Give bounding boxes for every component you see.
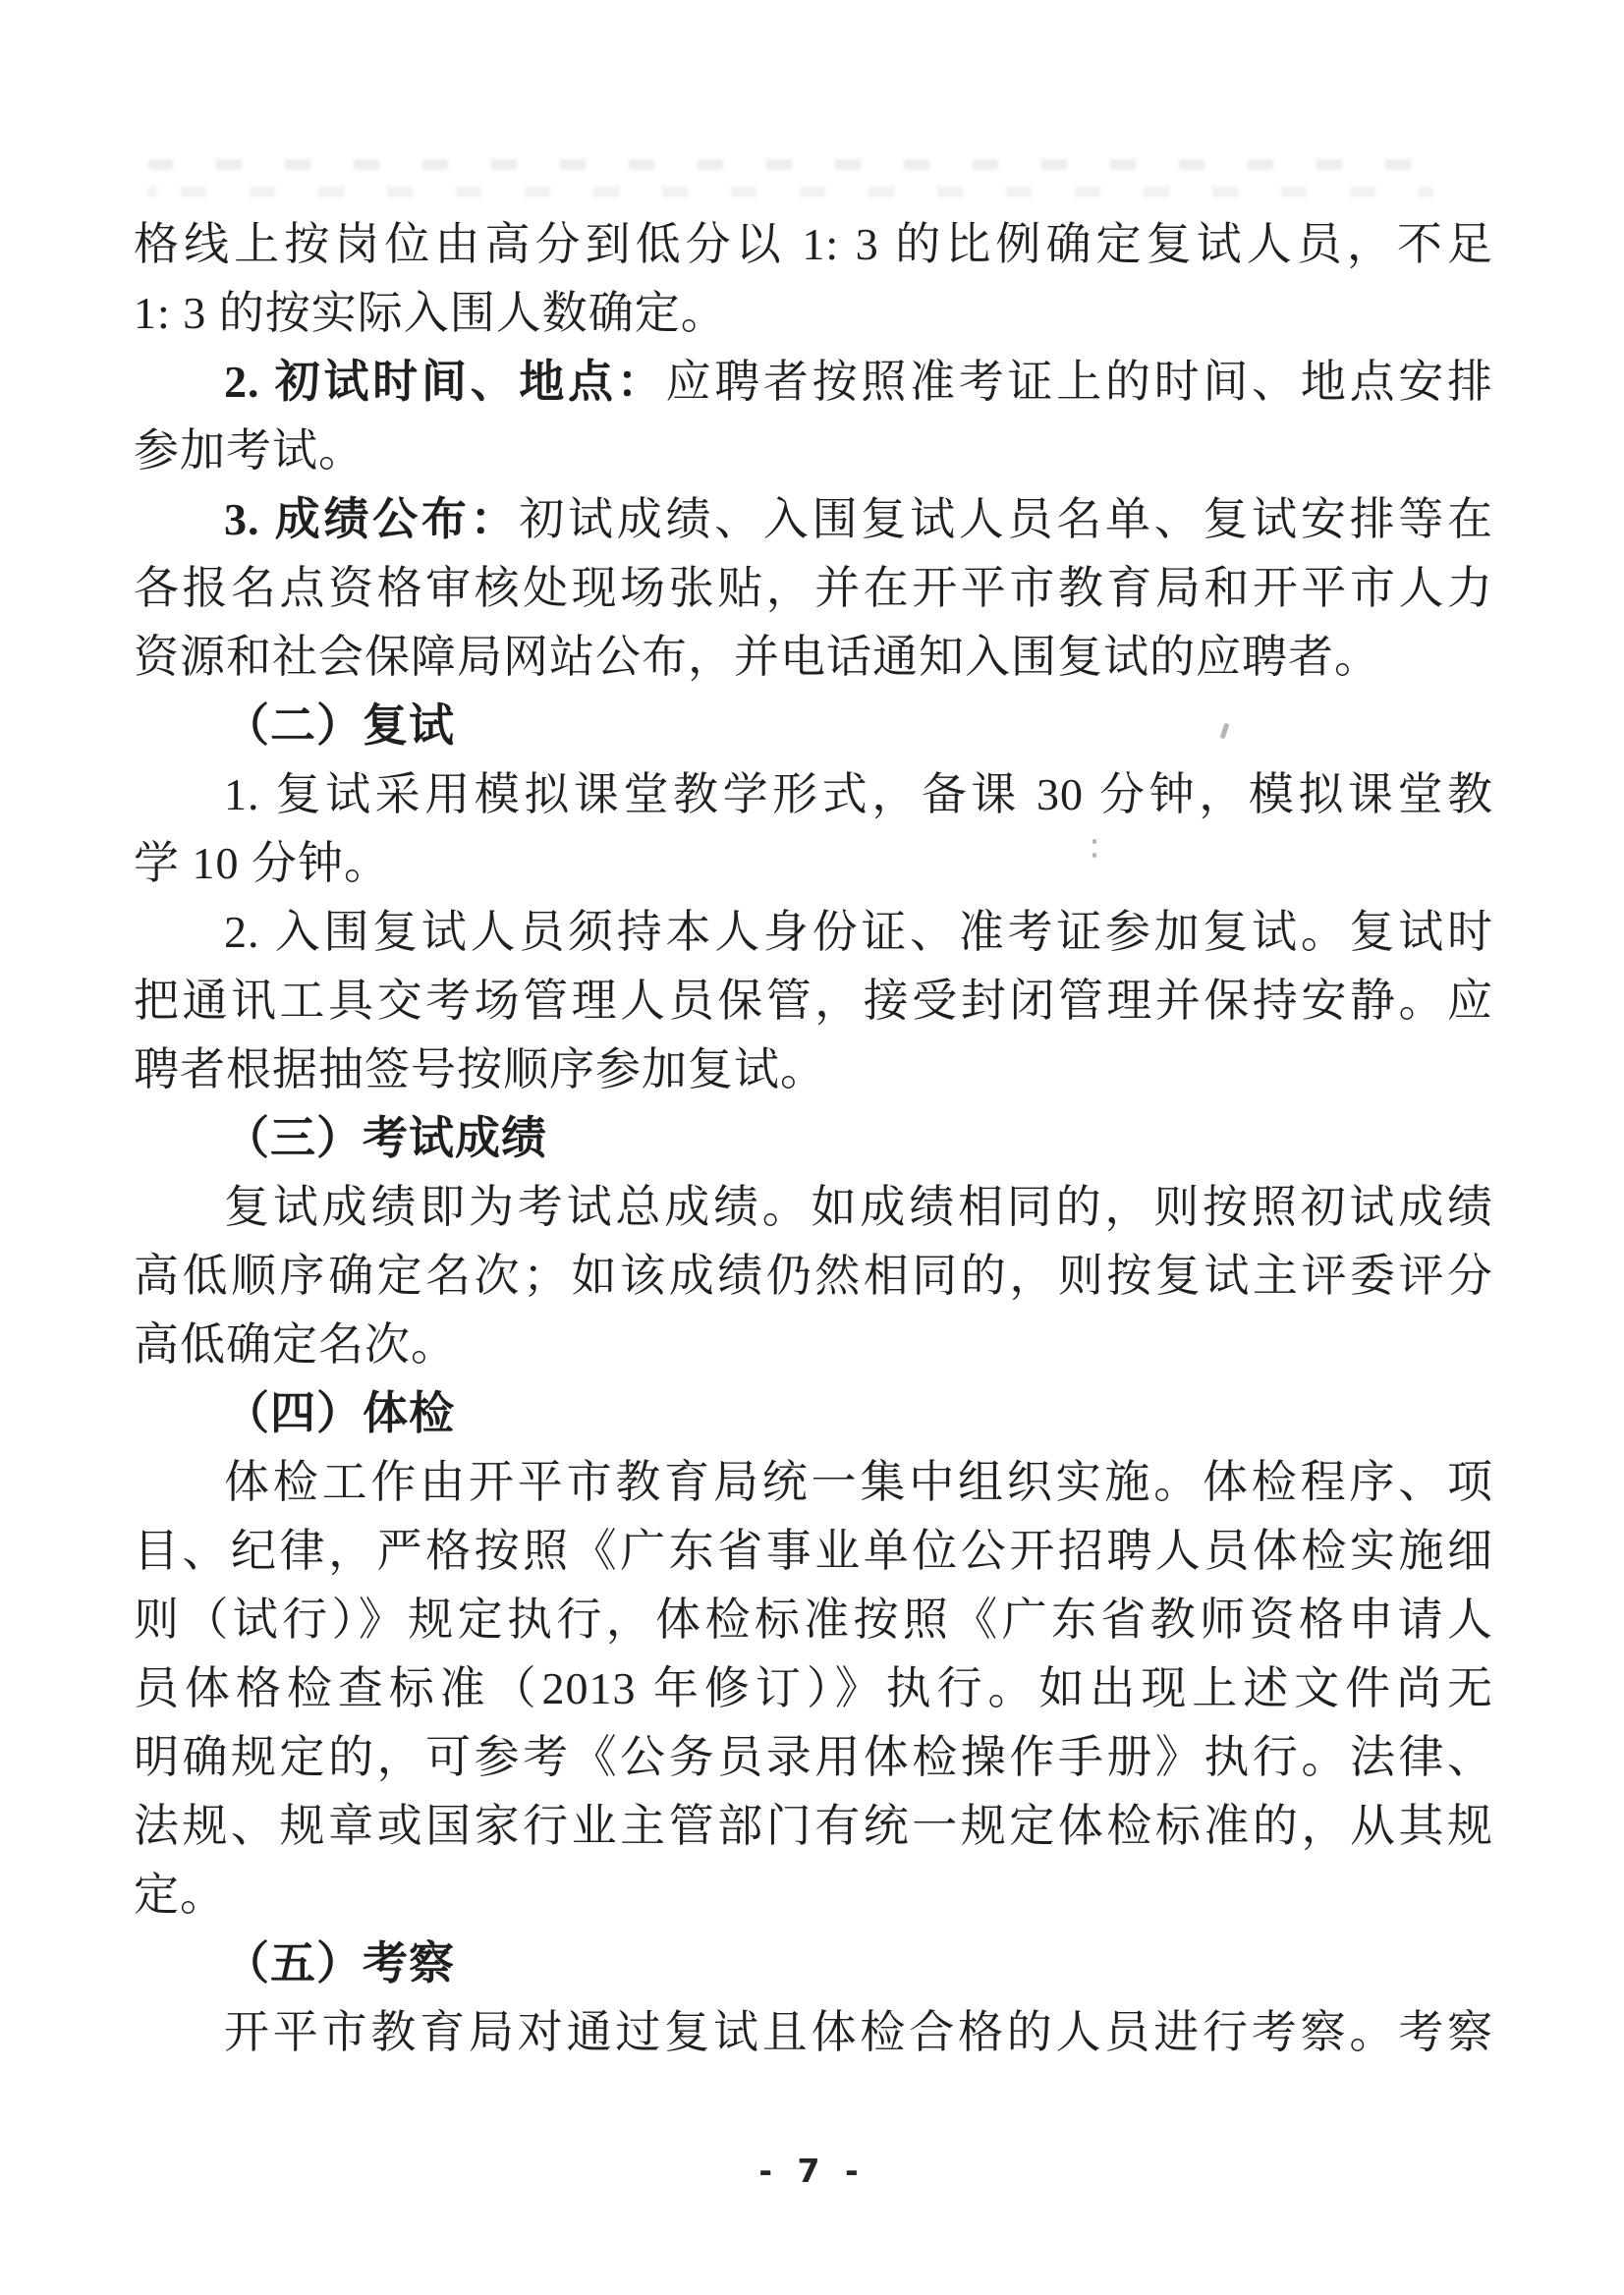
body-line: 高低确定名次。	[134, 1319, 457, 1370]
body-line: 高低顺序确定名次；如该成绩仍然相同的，则按复试主评委评分	[134, 1251, 1493, 1301]
page-number: - 7 -	[758, 2152, 866, 2190]
body-line: 定。	[134, 1870, 226, 1920]
body-line: 聘者根据抽签号按顺序参加复试。	[134, 1044, 826, 1094]
body-line: 体检工作由开平市教育局统一集中组织实施。体检程序、项	[224, 1457, 1493, 1507]
body-line: 学 10 分钟。	[134, 838, 390, 888]
body-line: 各报名点资格审核处现场张贴，并在开平市教育局和开平市人力	[134, 563, 1493, 613]
document-body	[134, 210, 1493, 2067]
scan-artifact	[147, 159, 1434, 170]
body-line: 开平市教育局对通过复试且体检合格的人员进行考察。考察	[224, 2007, 1493, 2057]
body-line	[134, 485, 1493, 554]
body-line: 明确规定的，可参考《公务员录用体检操作手册》执行。法律、	[134, 1732, 1493, 1782]
section-heading: （三）考试成绩	[224, 1113, 547, 1163]
body-line: 复试成绩即为考试总成绩。如成绩相同的，则按照初试成绩	[224, 1182, 1493, 1232]
paragraph-lead: 2. 初试时间、地点：	[224, 357, 666, 407]
section-heading: （五）考察	[224, 1938, 455, 1988]
body-line: 把通讯工具交考场管理人员保管，接受封闭管理并保持安静。应	[134, 976, 1493, 1026]
body-line: 目、纪律，严格按照《广东省事业单位公开招聘人员体检实施细	[134, 1526, 1493, 1576]
body-line: 格线上按岗位由高分到低分以 1: 3 的比例确定复试人员，不足	[134, 219, 1493, 269]
section-heading: （四）体检	[224, 1388, 455, 1438]
body-line: 1: 3 的按实际入围人数确定。	[134, 288, 727, 338]
body-line: 1. 复试采用模拟课堂教学形式，备课 30 分钟，模拟课堂教	[224, 769, 1493, 819]
section-heading: （二）复试	[224, 700, 455, 751]
scan-artifact	[147, 187, 1434, 197]
body-line: 参加考试。	[134, 425, 364, 476]
body-line	[134, 348, 1493, 417]
paragraph-text: 应聘者按照准考证上的时间、地点安排	[665, 357, 1494, 407]
body-line: 则（试行）》规定执行，体检标准按照《广东省教师资格申请人	[134, 1595, 1493, 1645]
paragraph-lead: 3. 成绩公布：	[224, 494, 520, 544]
body-line: 2. 入围复试人员须持本人身份证、准考证参加复试。复试时	[224, 907, 1493, 957]
body-line: 法规、规章或国家行业主管部门有统一规定体检标准的，从其规	[134, 1801, 1493, 1851]
body-line: 资源和社会保障局网站公布，并电话通知入围复试的应聘者。	[134, 632, 1380, 682]
body-line: 员体格检查标准（2013 年修订）》执行。如出现上述文件尚无	[134, 1663, 1493, 1713]
paragraph-text: 初试成绩、入围复试人员名单、复试安排等在	[519, 494, 1494, 544]
